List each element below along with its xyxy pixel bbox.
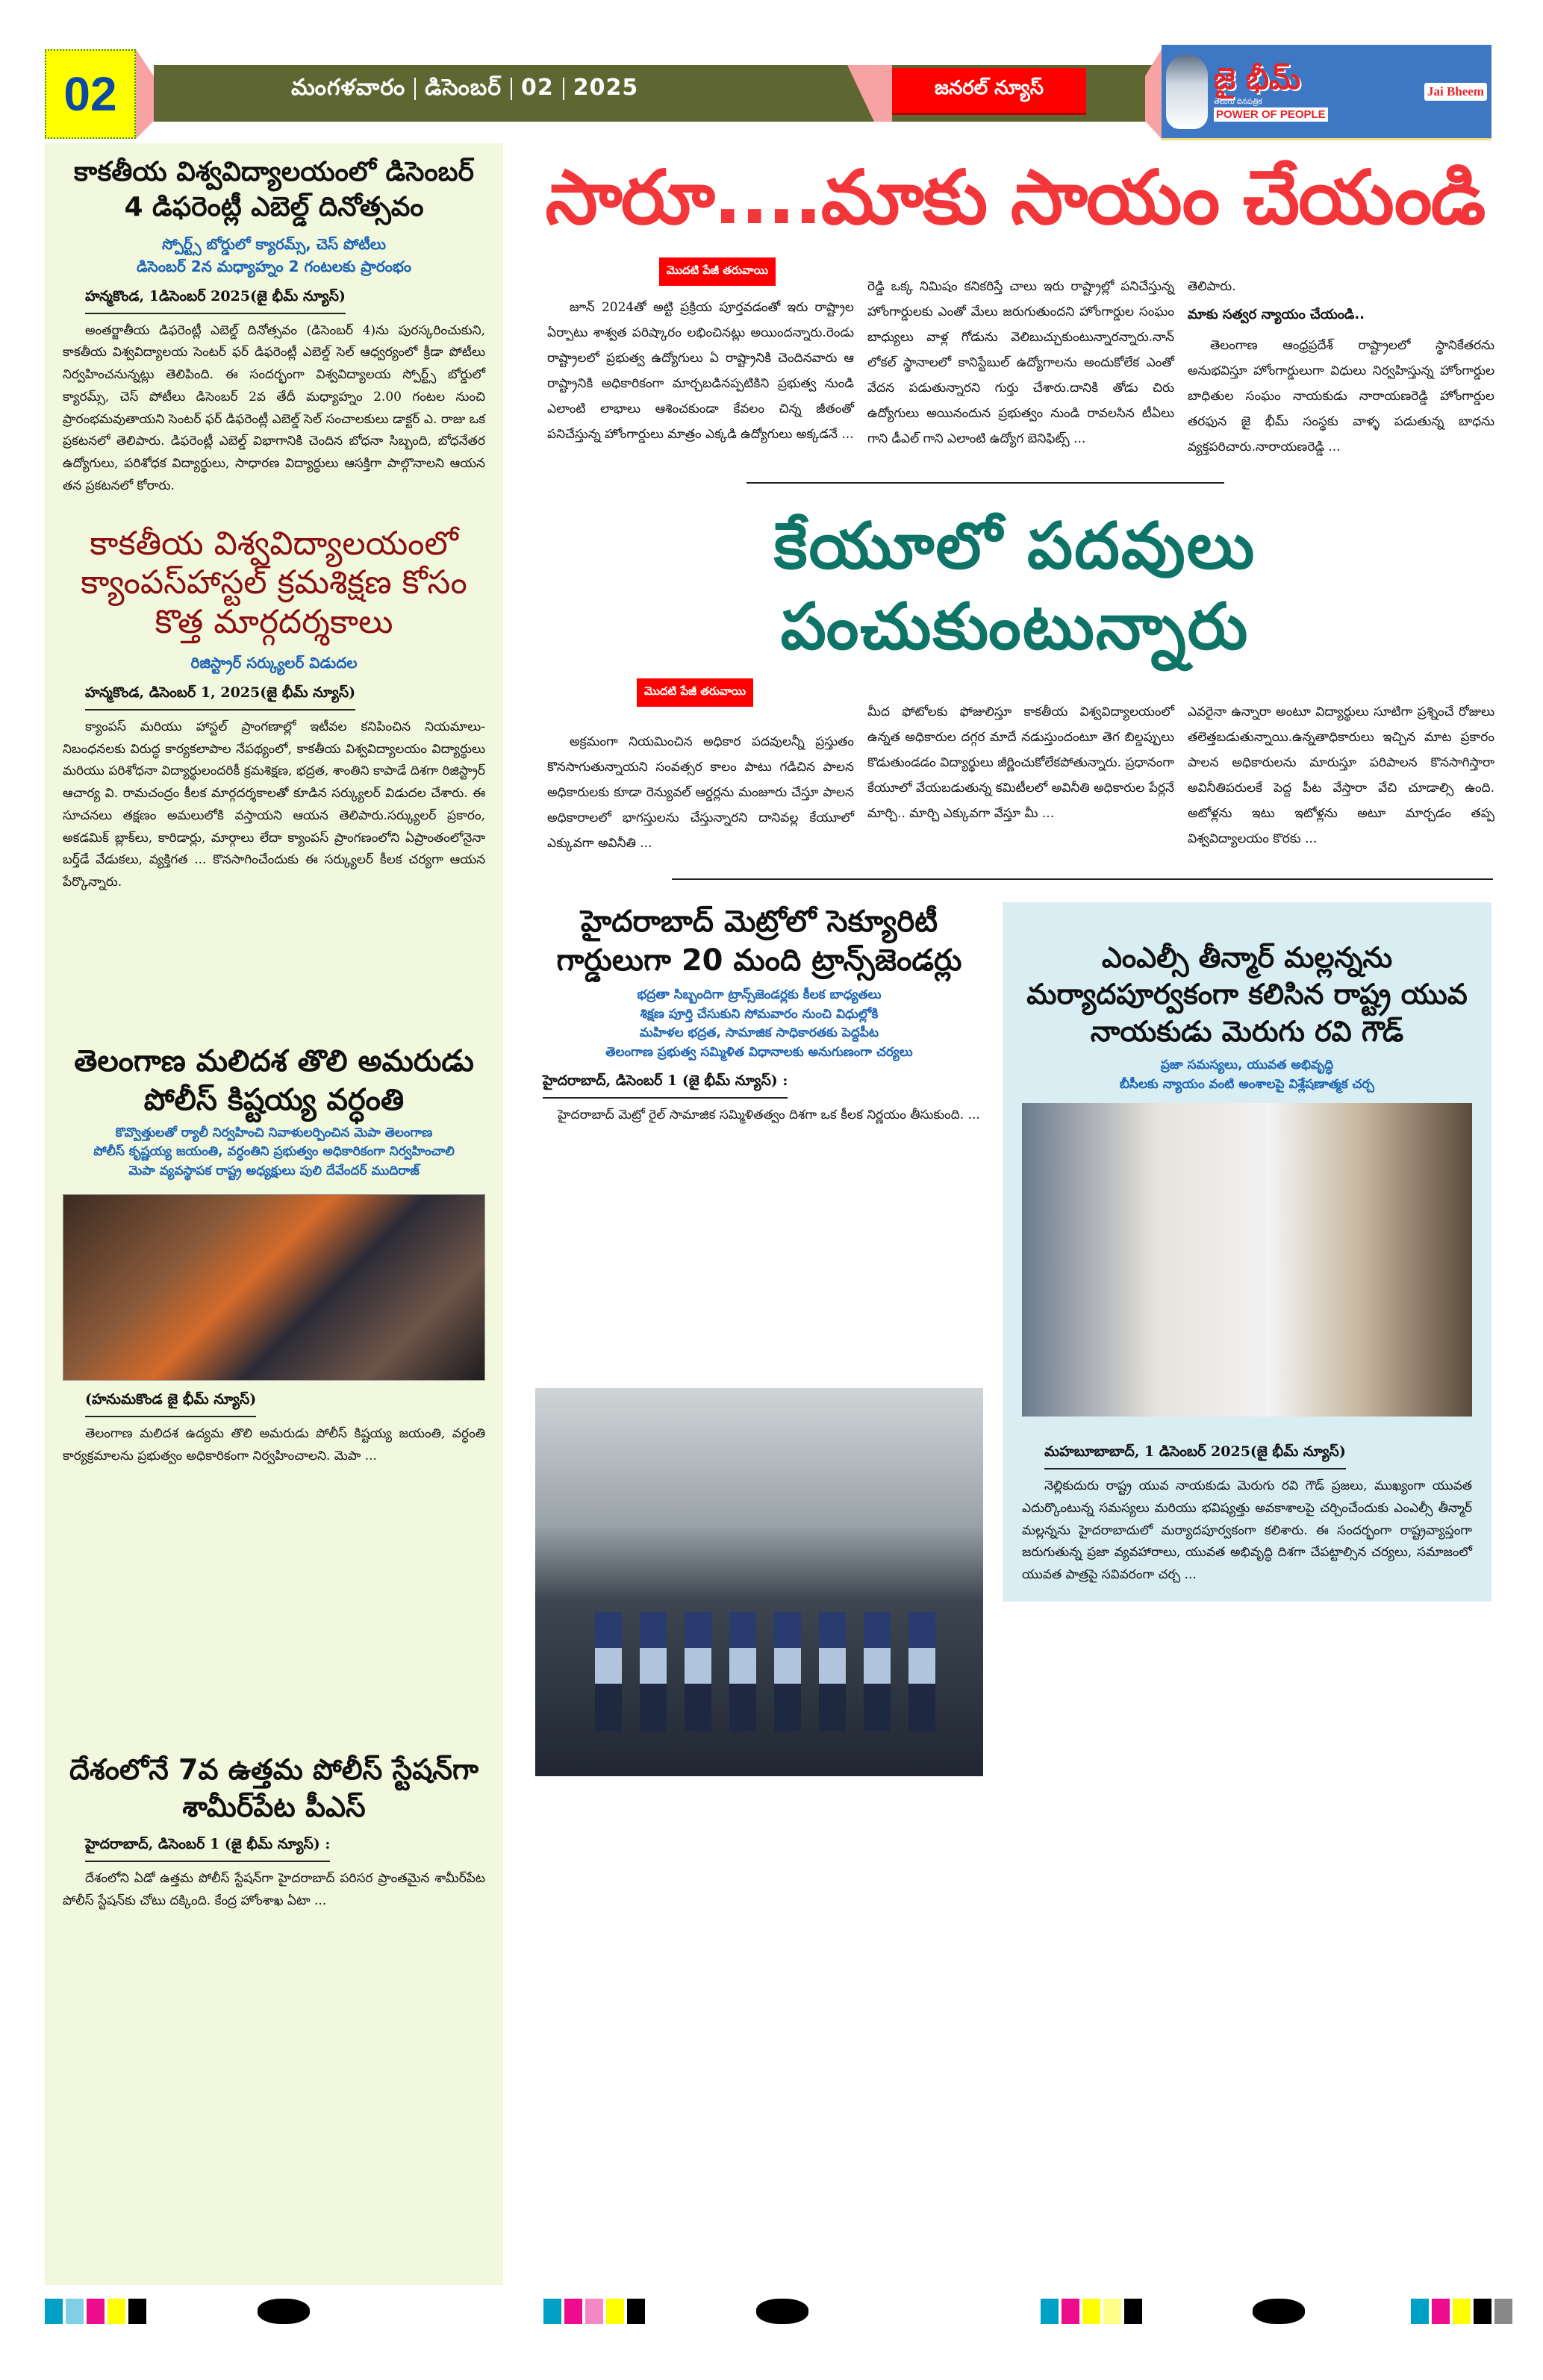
article-subtitle: మహిళల భద్రత, సామాజిక సాధికారతకు పెద్దపీట (639, 1025, 879, 1040)
section-tag: జనరల్ న్యూస్ (892, 68, 1086, 113)
issue-date (291, 75, 829, 106)
main-col-1 (547, 257, 854, 460)
rally-photo (63, 1194, 485, 1381)
main-col-2 (867, 257, 1174, 460)
second-col-3 (1188, 678, 1494, 856)
metro-transgender-article (535, 902, 983, 1776)
continued-label: మొదటి పేజీ తరువాయి (637, 678, 753, 707)
second-col-1 (547, 678, 854, 856)
decorative-wing (1145, 49, 1162, 139)
article-subtitle: పోలీస్ కృష్ణయ్య జయంతి, వర్ధంతిని ప్రభుత్వం అధికారికంగా నిర్వహించాలి (93, 1144, 455, 1160)
article-body: అంతర్జాతీయ డిఫరెంట్లీ ఎబెల్డ్ దినోత్సవం (డిసెంబర్ 4)ను పురస్కరించుకుని, కాకతీయ విశ్వవిద్యాలయ సెంటర్ ఫర్ డిఫరెంట్లీ ఎబెల్డ్ సెల్ ఆధ్వర్యంలో క్రీడా పోటీలు నిర్వహించనున్నట్లు తెలిపింది. ఈ సందర్భంగా విశ్వవిద్యాలయ స్పోర్ట్స్ బోర్డులో క్యారమ్స్, చెస్ పోటీలు డిసెంబర్ 2వ తేదీ మధ్యాహ్నం 2.00 గంటల నుంచి ప్రారంభమవుతాయని సెంటర్ ఫర్ డిఫరెంట్లీ ఎబెల్డ్ సెల్ సంచాలకులు డాక్టర్ ఎ. రాజు ఒక ప్రకటనలో తెలిపారు. డిఫరెంట్లీ ఎబెల్డ్ విభాగానికి చెందిన బోధనా సిబ్బంది, బోధనేతర ఉద్యోగులు, పరిశోధక విద్యార్థులు, సాధారణ విద్యార్థులు ఆసక్తిగా పాల్గొనాలని ఆయన తన ప్రకటనలో కోరారు. (63, 322, 485, 493)
article-body: అక్రమంగా నియమించిన అధికార పదవులన్నీ ప్రస్తుతం కొనసాగుతున్నాయని సంవత్సర కాలం పాటు గడిచిన పాలన అధికారులకు కూడా రెన్యువల్ ఆర్డర్లను మంజూరు చేస్తూ పాలన అధికారాలలో భాగస్తులను చేస్తున్నారని దానివల్ల కేయూలో ఎక్కువగా అవినీతి ... (547, 734, 854, 851)
mlc-meeting-article (1003, 902, 1491, 1602)
center-column (535, 153, 1494, 1776)
article-kishtaiah-vardhanti (63, 1042, 485, 1737)
dateline: హన్మకొండ, డిసెంబర్ 1, 2025(జై భీమ్ న్యూస్) (85, 684, 355, 710)
registration-mark (756, 2299, 808, 2324)
second-col-2 (867, 678, 1174, 856)
article-subhead: మాకు సత్వర న్యాయం చేయండి.. (1188, 307, 1365, 322)
metro-guards-photo (535, 1388, 983, 1776)
color-registration-bar (45, 2299, 146, 2324)
article-ku-disability-day (63, 155, 485, 498)
article-subtitle: బీసీలకు న్యాయం వంటి అంశాలపై విశ్లేషణాత్మక చర్చ (1119, 1076, 1375, 1092)
main-article (535, 257, 1494, 460)
logo-text-block (1214, 61, 1418, 122)
article-subtitle: స్పోర్ట్స్ బోర్డులో క్యారమ్స్, చెస్ పోటీలు (162, 234, 386, 253)
article-body: మీద ఫోటోలకు ఫోజులిస్తూ కాకతీయ విశ్వవిద్యాలయంలో ఉన్నత అధికారుల దగ్గర మాదే నడుస్తుందంటూ తెగ బిల్డప్పులు కొడుతుండడం విద్యార్థులు జీర్ణించుకోలేకపోతున్నారు. ప్రధానంగా కేయూలో వేయబడుతున్న కమిటీలలో అవినీతి అధికారుల పేర్లనే మార్చి.. మార్చి ఎక్కువగా వేస్తూ మీ ... (867, 705, 1174, 821)
article-body: తెలంగాణ మలిదశ ఉద్యమ తొలి అమరుడు పోలీస్ కిష్టయ్య జయంతి, వర్ధంతి కార్యక్రమాలను ప్రభుత్వం అధికారికంగా నిర్వహించాలని. మెపా ... (63, 1426, 485, 1464)
article-subtitle: భద్రతా సిబ్బందిగా ట్రాన్స్‌జెండర్లకు కీలక బాధ్యతలు (637, 987, 882, 1002)
article-body: రెడ్డి ఒక్క నిమిషం కనికరిస్తే చాలు ఇరు రాష్ట్రాల్లో పనిచేస్తున్న హోంగార్డులకు ఎంతో మేలు జరుగుతుందని హోంగార్డుల సంఘం బాధ్యులు వాళ్ల గోడును వెలిబుచ్చుకుంటున్నారన్నారు.నాన్ లోకల్ స్థానాలలో కానిస్టేబుల్ ఉద్యోగాలను అందుకోలేక ఎంతో వేదన పడుతున్నారని గుర్తు చేశారు.దానికి తోడు చిరు ఉద్యోగులు అయినందున ప్రభుత్వం నుండి రావలసిన టీఏలు గాని డీఎల్ గాని ఎలాంటి ఉద్యోగ బెనిఫిట్స్ ... (867, 279, 1174, 446)
article-title: కాకతీయ విశ్వవిద్యాలయంలో క్యాంపస్‌హాస్టల్ క్రమశిక్షణ కోసం కొత్త మార్గదర్శకాలు (81, 524, 467, 642)
article-subtitle: రిజిస్ట్రార్ సర్క్యులర్ విడుదల (190, 653, 358, 672)
article-body: ఎవరైనా ఉన్నారా అంటూ విద్యార్థులు సూటిగా ప్రశ్నించే రోజులు తలెత్తబడుతున్నాయి.ఉన్నతాధికారులు ఇచ్చిన మాట ప్రకారం పాలన అధికారులను మారుస్తూ పరిపాలన కొనసాగిస్తారా అవినీతిపరులకే పెద్ద పీట వేస్తారా వేచి చూడాల్సి ఉంది. అటోళ్లను ఇటు ఇటోళ్లను అటూ మార్చడం తప్ప విశ్వవిద్యాలయం కొరకు ... (1188, 705, 1494, 846)
article-body: దేశంలోని ఏడో ఉత్తమ పోలీస్ స్టేషన్‌గా హైదరాబాద్ పరిసర ప్రాంతమైన శామీర్‌పేట పోలీస్ స్టేషన్‌కు చోటు దక్కింది. కేంద్ర హోంశాఖ ఏటా ... (63, 1871, 485, 1909)
article-subtitle: కొవ్వొత్తులతో ర్యాలీ నిర్వహించి నివాళులర్పించిన మెపా తెలంగాణ (115, 1125, 433, 1140)
article-title: కాకతీయ విశ్వవిద్యాలయంలో డిసెంబర్ 4 డిఫరెంట్లీ ఎబెల్డ్ దినోత్సవం (74, 157, 474, 222)
decorative-wing (136, 49, 154, 139)
article-body: నెల్లికుదురు రాష్ట్ర యువ నాయకుడు మెరుగు రవి గౌడ్ ప్రజలు, ముఖ్యంగా యువత ఎదుర్కొంటున్న సమస్యలు మరియు భవిష్యత్తు అవకాశాలపై చర్చించేందుకు ఎంఎల్సీ తీన్మార్ మల్లన్నను హైదరాబాదులో మర్యాదపూర్వకంగా కలిశారు. ఈ సందర్భంగా రాష్ట్రవ్యాప్తంగా జరుగుతున్న ప్రజా వ్యవహారాలు, యువత అభివృద్ధి దిశగా చేపట్టాల్సిన చర్యలు, సమాజంలో యువత పాత్రపై సవివరంగా చర్చ ... (1022, 1478, 1472, 1583)
article-title: హైదరాబాద్ మెట్రోలో సెక్యూరిటీ గార్డులుగా 20 మంది ట్రాన్స్‌జెండర్లు (556, 905, 962, 978)
continued-label: మొదటి పేజీ తరువాయి (659, 257, 776, 286)
article-shamirpet-ps (63, 1752, 485, 1912)
article-ku-hostal-guidelines (63, 525, 485, 1030)
article-body: జూన్ 2024తో అట్టి ప్రక్రియ పూర్తవడంతో ఇరు రాష్ట్రాల ఏర్పాటు శాశ్వత పరిష్కారం లభించినట్లు అయిందన్నారు.రెండు రాష్ట్రాలలో ప్రభుత్వ ఉద్యోగులు ఏ రాష్ట్రానికి చెందినవారు ఆ రాష్ట్రానికి అధికారికంగా మార్చబడినప్పటికిని ప్రభుత్వ నుండి ఎలాంటి లాభాలు ఆశించకుండా కేవలం చిన్న జీతంతో పనిచేస్తున్న హోంగార్డులు మాత్రం ఎక్కడి ఉద్యోగులు అక్కడనే ... (547, 300, 854, 442)
portrait-icon (1166, 54, 1208, 129)
dateline: హన్మకొండ, 1డిసెంబర్ 2025(జై భీమ్ న్యూస్) (85, 288, 346, 314)
article-subtitle: తెలంగాణ ప్రభుత్వ సమ్మిళిత విధానాలకు అనుగుణంగా చర్యలు (605, 1044, 913, 1060)
logo-title: జై భీమ్ (1214, 61, 1301, 96)
divider (746, 482, 1224, 484)
article-subtitle: శిక్షణ పూర్తి చేసుకుని సోమవారం నుంచి విధుల్లోకి (640, 1006, 879, 1022)
page-number: 02 (45, 49, 136, 139)
logo-side-badge (1424, 83, 1487, 101)
registration-mark (258, 2299, 310, 2324)
article-subtitle: డిసెంబర్ 2న మధ్యాహ్నం 2 గంటలకు ప్రారంభం (136, 257, 411, 275)
dateline: హైదరాబాద్, డిసెంబర్ 1 (జై భీమ్ న్యూస్) : (85, 1836, 330, 1862)
main-col-3 (1188, 257, 1494, 460)
article-title: తెలంగాణ మలిదశ తొలి అమరుడు పోలీస్ కిష్టయ్య వర్ధంతి (74, 1043, 474, 1117)
logo-tagline: POWER OF PEOPLE (1214, 107, 1328, 122)
dateline: మహబూబాబాద్, 1 డిసెంబర్ 2025(జై భీమ్ న్యూస్) (1044, 1443, 1346, 1469)
left-column (45, 143, 503, 2285)
article-body: తెలంగాణ ఆంధ్రప్రదేశ్ రాష్ట్రాలలో స్థానికేతరను అనుభవిస్తూ హోంగార్డులుగా విధులు నిర్వహిస్తున్న హోంగార్డుల బాధితుల సంఘం నాయకుడు నారాయణరెడ్డి హోంగార్డుల తరఫున జై భీమ్ సంస్థకు వాళ్ళ పడుతున్న బాధను వ్యక్తపరిచారు.నారాయణరెడ్డి ... (1188, 338, 1494, 455)
issue-date-number: 02 (521, 75, 554, 101)
issue-year: 2025 (573, 75, 639, 101)
dateline: హైదరాబాద్, డిసెంబర్ 1 (జై భీమ్ న్యూస్) : (543, 1072, 788, 1099)
divider (672, 878, 1493, 880)
bottom-articles-row (535, 902, 1494, 1776)
article-subtitle: ప్రజా సమస్యలు, యువత అభివృద్ధి (1160, 1058, 1334, 1073)
ku-posts-article (535, 678, 1494, 856)
logo-subtitle: తెలుగు దినపత్రిక (1214, 97, 1263, 106)
article-body: క్యాంపస్ మరియు హాస్టల్ ప్రాంగణాల్లో ఇటీవల కనిపించిన నియమాలు-నిబంధనలకు విరుద్ధ కార్యకలాపాల నేపథ్యంలో, కాకతీయ విశ్వవిద్యాలయం విద్యార్థులు మరియు పరిశోధనా విద్యార్థులందరికీ క్రమశిక్షణ, భద్రత, శాంతిని కాపాడే దిశగా రిజిస్ట్రార్ ఆచార్య వి. రామచంద్రం కీలక మార్గదర్శకాలతో కూడిన సర్క్యులర్ విడుదల చేశారు. ఈ సూచనలు తక్షణం అమలులోకి వస్తాయని ఆయన తెలిపారు.సర్క్యులర్ ప్రకారం, అకడమిక్ బ్లాక్‌లు, కారిడార్లు, మార్గాలు లేదా క్యాంపస్ ప్రాంగణంలోని ఏప్రాంతంలోనైనా బర్త్‌డే వేడుకలు, వ్యక్తిగత ... కొనసాగించేందుకు ఈ సర్క్యులర్ కీలక చర్యగా ఆయన పేర్కొన్నారు. (63, 719, 485, 890)
article-body: హైదరాబాద్ మెట్రో రైల్ సామాజిక సమ్మిళితత్వం దిశగా ఒక కీలక నిర్ణయం తీసుకుంది. ... (558, 1108, 980, 1122)
registration-mark (1253, 2299, 1305, 2324)
newspaper-logo (1162, 45, 1491, 140)
jai-bheem-tv-logo: Jai Bheem (1424, 83, 1487, 101)
issue-day: మంగళవారం (291, 75, 406, 101)
meeting-photo (1022, 1103, 1472, 1417)
second-headline: కేయూలో పదవులు పంచుకుంటున్నారు (773, 508, 1256, 664)
issue-month: డిసెంబర్ (425, 75, 502, 101)
color-registration-bar (1411, 2299, 1512, 2324)
dateline: (హనుమకొండ జై భీమ్ న్యూస్) (85, 1391, 256, 1417)
article-body: తెలిపారు. (1188, 279, 1236, 294)
main-headline: సారూ....మాకు సాయం చేయండి (545, 154, 1485, 241)
color-registration-bar (543, 2299, 645, 2324)
article-subtitle: మెపా వ్యవస్థాపక రాష్ట్ర అధ్యక్షులు పులి దేవేందర్ ముదిరాజ్ (128, 1163, 420, 1178)
color-registration-bar (1041, 2299, 1142, 2324)
article-title: ఎంఎల్సీ తీన్మార్ మల్లన్నను మర్యాదపూర్వకంగా కలిసిన రాష్ట్ర యువ నాయకుడు మెరుగు రవి గౌడ్ (1026, 941, 1468, 1048)
article-title: దేశంలోనే 7వ ఉత్తమ పోలీస్ స్టేషన్‌గా శామీర్‌పేట పీఎస్ (69, 1753, 479, 1823)
